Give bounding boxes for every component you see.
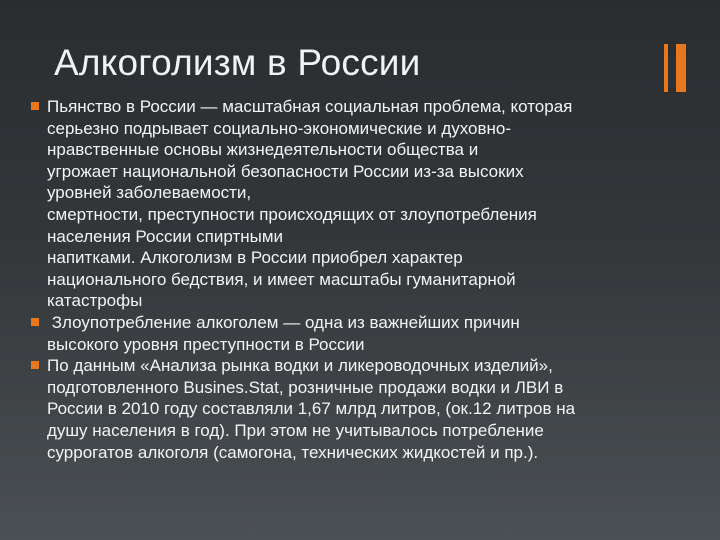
bullet-line: Пьянство в России — масштабная социальная проблема, которая bbox=[47, 97, 573, 116]
slide-title: Алкоголизм в России bbox=[54, 42, 421, 83]
square-bullet-icon bbox=[31, 318, 39, 326]
bullet-line: высокого уровня преступности в России bbox=[47, 334, 365, 354]
bullet-line: России в 2010 году составляли 1,67 млрд литров, (ок.12 литров на bbox=[47, 399, 576, 419]
bullet-line: смертности, преступности происходящих от злоупотребления bbox=[47, 204, 537, 224]
bullet-line: душу населения в год). При этом не учитывалось потребление bbox=[47, 420, 544, 440]
bullet-line: По данным «Анализа рынка водки и ликероводочных изделий», bbox=[47, 356, 553, 376]
bullet-line: национального бедствия, и имеет масштабы гуманитарной bbox=[47, 269, 516, 289]
bullet-line: суррогатов алкоголя (самогона, технических жидкостей и пр.). bbox=[47, 442, 539, 462]
bullet-line: подготовленного Busines.Stat, розничные продажи водки и ЛВИ в bbox=[47, 377, 564, 397]
bullet-item bbox=[31, 355, 691, 463]
title-accent-bar-thick bbox=[676, 44, 686, 92]
bullet-line: уровней заболеваемости, bbox=[47, 183, 252, 203]
square-bullet-icon bbox=[31, 102, 39, 110]
bullet-line: угрожает национальной безопасности России из-за высоких bbox=[47, 161, 524, 181]
bullet-line: населения России спиртными bbox=[47, 226, 284, 246]
bullet-list bbox=[31, 96, 691, 463]
title-accent-bar-thin bbox=[664, 44, 668, 92]
bullet-line: серьезно подрывает социально-экономические и духовно- bbox=[47, 118, 512, 138]
square-bullet-icon bbox=[31, 361, 39, 369]
bullet-line: напитками. Алкоголизм в России приобрел характер bbox=[47, 248, 463, 268]
bullet-line: Злоупотребление алкоголем — одна из важнейших причин bbox=[47, 312, 520, 332]
bullet-line: нравственные основы жизнедеятельности общества и bbox=[47, 140, 479, 160]
bullet-item bbox=[31, 96, 691, 312]
bullet-line: катастрофы bbox=[47, 291, 143, 311]
bullet-item bbox=[31, 312, 691, 355]
